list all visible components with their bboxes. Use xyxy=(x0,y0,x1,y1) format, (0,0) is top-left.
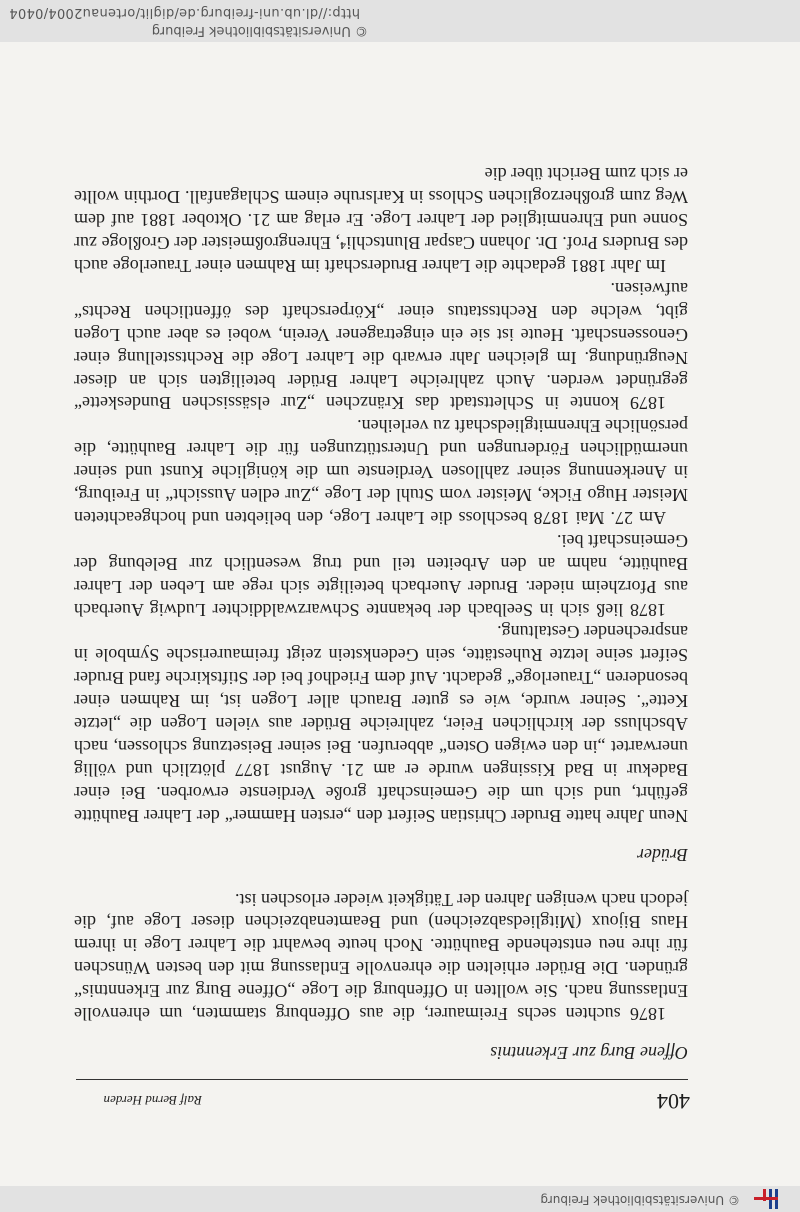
paragraph: Im Jahr 1881 gedachte die Lahrer Bruderschaft im Rahmen einer Trauerloge auch des Bruders Prof. Dr. Johann Caspar Bluntschli⁴, Ehrengroßmeister der Großloge zur Sonne und Ehrenmitglied der Lahrer Loge. Er erlag am 21. Oktober 1881 auf dem Weg zum großherzoglichen Schloss in Karlsruhe einem Schlaganfall. Dorthin wollte er sich zum Bericht über die xyxy=(74,164,688,276)
paragraph: Neun Jahre hatte Bruder Christian Seifert den „ersten Hammer“ der Lahrer Bauhütte geführt, und sich um die Gemeinschaft große Verdienste erworben. Bei einer Badekur in Bad Kissingen wurde er am 21. August 1877 plötzlich und völlig unerwartet „in den ewigen Osten“ abberufen. Bei seiner Beisetzung schlossen, nach Abschluss der kirchlichen Feier, zahlreiche Brüder aus vielen Logen die „letzte Kette“. Seiner wurde, wie es guter Brauch aller Logen ist, im Rahmen einer besonderen „Trauerloge“ gedacht. Auf dem Friedhof bei der Stiftskirche fand Bruder Seifert seine letzte Ruhestätte, sein Gedenkstein zeigt freimaurerische Symbole in ansprechender Gestaltung. xyxy=(74,622,688,826)
copyright-notice: © Universitätsbibliothek Freiburg xyxy=(151,23,368,38)
paragraph: 1879 konnte in Schlettstadt das Kränzchen „Zur elsässischen Bundeskette“ gegründet werden. Auch zahlreiche Lahrer Brüder beteiligten sich an dieser Neugründung. Im gleichen Jahr erwarb die Lahrer Loge die Rechtsstellung einer Genossenschaft. Heute ist sie ein eingetragener Verein, wobei es aber auch Logen gibt, welche den Rechtsstatus einer „Körperschaft des öffentlichen Rechts“ aufweisen. xyxy=(74,278,688,414)
copyright-notice: © Universitätsbibliothek Freiburg xyxy=(540,1193,740,1207)
section-heading: Offene Burg zur Erkenntnis xyxy=(490,1043,688,1063)
running-head-author: Ralf Bernd Herden xyxy=(103,1093,202,1108)
source-url[interactable]: http://dl.ub.uni-freiburg.de/diglit/ortenau2004/0404 xyxy=(9,5,360,20)
body-text xyxy=(74,162,688,1064)
page-number: 404 xyxy=(657,1089,690,1114)
viewer-bottom-bar xyxy=(0,0,800,42)
section-heading: Brüder xyxy=(637,844,688,865)
book-page xyxy=(0,42,800,1186)
paragraph: Am 27. Mai 1878 beschloss die Lahrer Loge, den beliebten und hochgeachteten Meister Hugo Ficke, Meister vom Stuhl der Loge „Zur edlen Aussicht“ in Freiburg, in Anerkennung seiner zahllosen Verdienste um die königliche Kunst und seiner unermüdlichen Förderungen und Unterstützungen für die Lahrer Bauhütte, die persönliche Ehrenmitgliedschaft zu verleihen. xyxy=(74,416,688,528)
library-logo-icon xyxy=(754,1189,778,1209)
paragraph: 1876 suchten sechs Freimaurer, die aus Offenburg stammten, um ehrenvolle Entlassung nach. Sie wollten in Offenburg die Loge „Offene Burg zur Erkenntnis“ gründen. Die Brüder erhielten die ehrenvolle Entlassung mit den besten Wünschen für ihre neu entstehende Bauhütte. Noch heute bewahrt die Lahrer Loge in ihrem Haus Bijoux (Mitgliedsabzeichen) und Beamtenabzeichen dieser Loge auf, die jedoch nach wenigen Jahren der Tätigkeit wieder erloschen ist. xyxy=(74,889,688,1025)
viewer-top-bar xyxy=(0,1186,800,1212)
paragraph: 1878 ließ sich in Seelbach der bekannte Schwarzwalddichter Ludwig Auerbach aus Pforzheim nieder. Bruder Auerbach beteiligte sich rege am Leben der Lahrer Bauhütte, nahm an den Arbeiten teil und trug wesentlich zur Belebung der Gemeinschaft bei. xyxy=(74,530,688,620)
header-rule xyxy=(76,1079,688,1080)
